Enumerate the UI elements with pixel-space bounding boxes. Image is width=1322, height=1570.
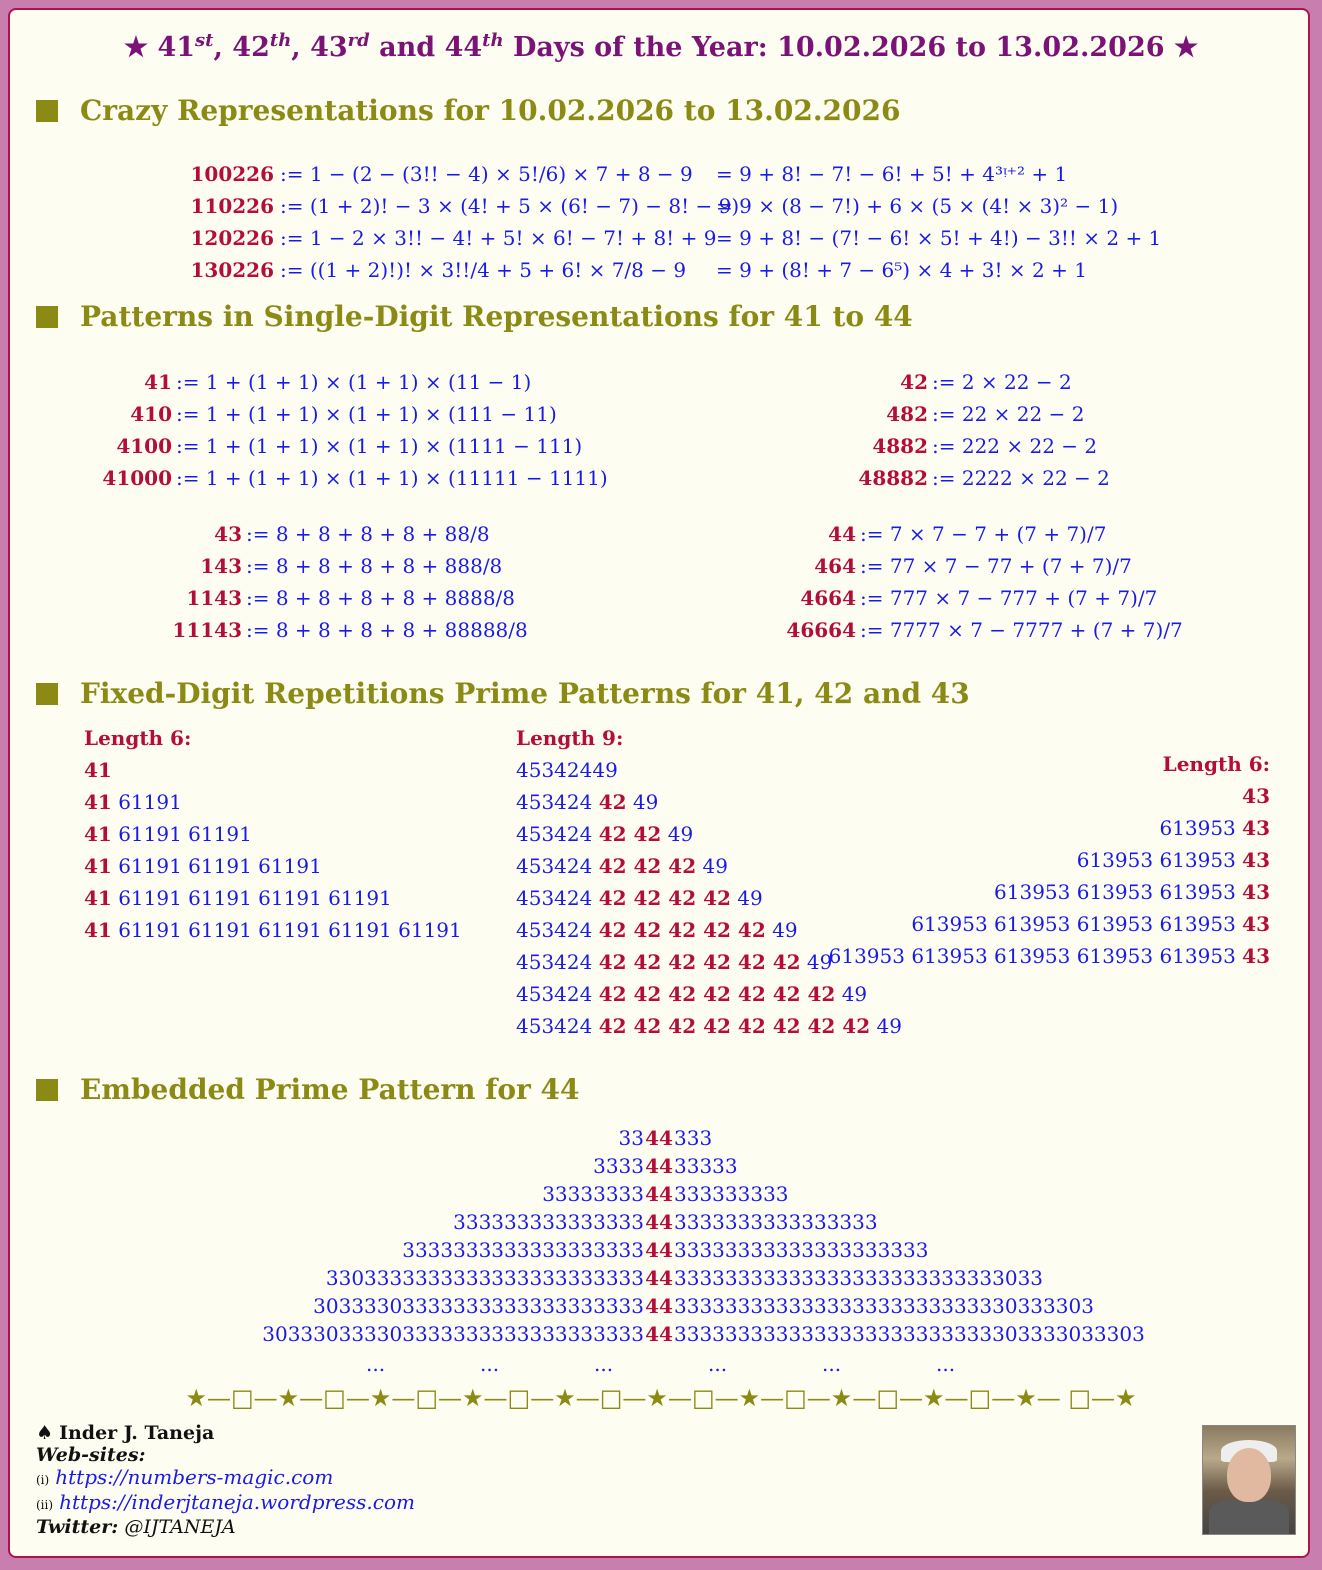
pattern-row — [630, 614, 1230, 646]
pattern-42-block — [710, 366, 1210, 494]
crazy-block — [140, 158, 1162, 286]
fixed-row — [829, 876, 1270, 908]
fixed-blue: 613953 613953 — [1076, 848, 1236, 872]
pattern-number: 46664 — [786, 618, 856, 642]
fixed-blue: 453424 — [516, 1014, 593, 1038]
pattern-expr: := 8 + 8 + 8 + 8 + 88888/8 — [246, 618, 528, 642]
author-photo — [1202, 1425, 1296, 1535]
pattern-number: 143 — [200, 554, 242, 578]
pattern-number: 43 — [214, 522, 242, 546]
pattern-number: 41 — [144, 370, 172, 394]
fixed-row — [516, 978, 902, 1010]
ellipsis: ... — [480, 1352, 500, 1376]
fixed-blue: 49 — [772, 918, 798, 942]
fixed-row — [829, 844, 1270, 876]
embedded-left: 33 — [618, 1126, 644, 1150]
pattern-number: 482 — [886, 402, 928, 426]
pattern-41-block — [10, 366, 630, 494]
embedded-left: 30333303333333333333333333 — [313, 1294, 644, 1318]
title-43-suffix: rd — [347, 30, 370, 51]
pattern-expr: := 2222 × 22 − 2 — [932, 466, 1110, 490]
fixed-red: 42 42 42 42 42 42 42 — [598, 982, 836, 1006]
spade-icon: ♠ — [36, 1422, 54, 1444]
fixed-blue: 61191 — [118, 790, 182, 814]
section-heading-patterns — [36, 300, 913, 333]
embedded-block — [10, 1124, 1312, 1348]
website-1 — [36, 1466, 415, 1491]
fixed-red: 43 — [1242, 912, 1270, 936]
pattern-expr: := 1 + (1 + 1) × (1 + 1) × (1111 − 111) — [176, 434, 583, 458]
embedded-right: 333 — [674, 1126, 713, 1150]
pattern-expr: := 77 × 7 − 77 + (7 + 7)/7 — [860, 554, 1132, 578]
pattern-row — [710, 366, 1210, 398]
crazy-row — [140, 222, 1162, 254]
section-heading-fixed — [36, 677, 970, 710]
crazy-lhs: := 1 − 2 × 3!! − 4! + 5! × 6! − 7! + 8! + 9 — [280, 226, 717, 250]
pattern-expr: := 2 × 22 − 2 — [932, 370, 1072, 394]
pattern-row — [710, 398, 1210, 430]
section-heading-embedded — [36, 1073, 579, 1106]
fixed-blue: 453424 — [516, 854, 593, 878]
photo-shirt — [1209, 1500, 1289, 1535]
website-2 — [36, 1491, 415, 1516]
pattern-expr: := 7 × 7 − 7 + (7 + 7)/7 — [860, 522, 1107, 546]
fixed-row — [829, 780, 1270, 812]
crazy-number: 120226 — [190, 226, 274, 250]
website-index: (i) — [36, 1473, 50, 1487]
pattern-row — [10, 518, 630, 550]
fixed-row — [829, 908, 1270, 940]
pattern-number: 410 — [130, 402, 172, 426]
length-label: Length 6: — [1162, 752, 1270, 776]
fixed-blue: 49 — [702, 854, 728, 878]
pattern-number: 4664 — [800, 586, 856, 610]
twitter-label: Twitter: — [36, 1516, 119, 1538]
pattern-row — [10, 582, 630, 614]
pattern-row — [10, 462, 630, 494]
fixed-blue: 61191 61191 — [118, 822, 252, 846]
fixed-41-block — [84, 722, 462, 946]
square-bullet-icon — [36, 306, 58, 328]
fixed-red: 42 — [598, 790, 627, 814]
fixed-red: 41 — [84, 790, 112, 814]
crazy-row — [140, 254, 1140, 286]
ellipsis: ... — [594, 1352, 614, 1376]
website-index: (ii) — [36, 1498, 54, 1512]
title-44-suffix: th — [482, 30, 504, 51]
pattern-row — [10, 366, 630, 398]
fixed-blue: 61191 61191 61191 61191 — [118, 886, 392, 910]
crazy-rhs: = 9 + (8! + 7 − 6⁵) × 4 + 3! × 2 + 1 — [716, 258, 1087, 282]
pattern-number: 11143 — [172, 618, 242, 642]
section-heading-text: Crazy Representations for 10.02.2026 to 13.02.2026 — [80, 94, 901, 127]
crazy-rhs: = 9 + 8! − 7! − 6! + 5! + 4³ᵎ⁺² + 1 — [716, 162, 1068, 186]
fixed-blue: 45342449 — [516, 758, 618, 782]
fixed-blue: 613953 — [1159, 816, 1236, 840]
fixed-row — [84, 882, 462, 914]
twitter-line — [36, 1516, 415, 1538]
embedded-row — [10, 1208, 1312, 1236]
fixed-blue: 453424 — [516, 950, 593, 974]
fixed-blue: 49 — [632, 790, 659, 814]
websites-label: Web-sites: — [36, 1444, 146, 1466]
fixed-red: 43 — [1242, 816, 1270, 840]
pattern-row — [710, 430, 1210, 462]
crazy-rhs: = 9 × (8 − 7!) + 6 × (5 × (4! × 3)² − 1) — [716, 194, 1119, 218]
crazy-number: 130226 — [190, 258, 274, 282]
embedded-mid: 44 — [645, 1322, 673, 1346]
section-heading-crazy — [36, 94, 901, 127]
pattern-number: 1143 — [186, 586, 242, 610]
fixed-red: 43 — [1242, 848, 1270, 872]
fixed-blue: 61191 61191 61191 — [118, 854, 322, 878]
fixed-red: 41 — [84, 822, 112, 846]
embedded-left: 3333 — [593, 1154, 644, 1178]
embedded-mid: 44 — [645, 1238, 673, 1262]
fixed-red: 41 — [84, 886, 112, 910]
embedded-right: 333333333333333333333333330333303 — [674, 1294, 1094, 1318]
embedded-left: 33333333 — [542, 1182, 644, 1206]
photo-face — [1227, 1448, 1271, 1502]
embedded-left: 333333333333333 — [453, 1210, 644, 1234]
fixed-blue: 49 — [737, 886, 763, 910]
pattern-number: 42 — [900, 370, 928, 394]
pattern-expr: := 22 × 22 − 2 — [932, 402, 1085, 426]
pattern-row — [630, 582, 1230, 614]
pattern-row — [630, 518, 1230, 550]
fixed-row — [84, 850, 462, 882]
fixed-row — [516, 1010, 902, 1042]
embedded-right: 3333333333333333 — [674, 1210, 878, 1234]
fixed-blue: 453424 — [516, 918, 593, 942]
pattern-row — [10, 614, 630, 646]
ellipsis: ... — [708, 1352, 728, 1376]
fixed-red: 41 — [84, 918, 112, 942]
square-bullet-icon — [36, 683, 58, 705]
crazy-lhs: := 1 − (2 − (3!! − 4) × 5!/6) × 7 + 8 − 9 — [280, 162, 693, 186]
embedded-row — [10, 1320, 1312, 1348]
embedded-mid: 44 — [645, 1294, 673, 1318]
fixed-red: 43 — [1242, 784, 1270, 808]
pattern-expr: := 8 + 8 + 8 + 8 + 888/8 — [246, 554, 503, 578]
pattern-43-block — [10, 518, 630, 646]
pattern-expr: := 777 × 7 − 777 + (7 + 7)/7 — [860, 586, 1158, 610]
embedded-mid: 44 — [645, 1126, 673, 1150]
fixed-blue: 613953 613953 613953 — [994, 880, 1236, 904]
embedded-right: 33333333333333333333 — [674, 1238, 929, 1262]
pattern-expr: := 7777 × 7 − 7777 + (7 + 7)/7 — [860, 618, 1183, 642]
fixed-blue: 613953 613953 613953 613953 613953 — [828, 944, 1236, 968]
fixed-red: 41 — [84, 758, 112, 782]
fixed-red: 42 42 42 42 42 42 — [598, 950, 801, 974]
pattern-number: 41000 — [102, 466, 172, 490]
star-divider: ★—□—★—□—★—□—★—□—★—□—★—□—★—□—★—□—★—□—★— □—★ — [185, 1384, 1137, 1412]
pattern-expr: := 1 + (1 + 1) × (1 + 1) × (11111 − 1111) — [176, 466, 608, 490]
crazy-number: 100226 — [190, 162, 274, 186]
embedded-row — [10, 1124, 1312, 1152]
twitter-handle[interactable]: @IJTANEJA — [124, 1516, 236, 1538]
title-42: 42 — [232, 32, 270, 63]
embedded-right: 3333333333333333333333333303333033303 — [674, 1322, 1145, 1346]
pattern-row — [10, 430, 630, 462]
ellipsis-row — [10, 1352, 1312, 1380]
pattern-number: 464 — [814, 554, 856, 578]
title-44: 44 — [444, 32, 483, 63]
footer — [36, 1422, 415, 1538]
fixed-blue: 61191 61191 61191 61191 61191 — [118, 918, 462, 942]
fixed-red: 41 — [84, 854, 112, 878]
fixed-row — [84, 818, 462, 850]
embedded-right: 333333333 — [674, 1182, 789, 1206]
page-title: ★ 41st, 42th, 43rd and 44th Days of the Year: 10.02.2026 to 13.02.2026 ★ — [123, 30, 1199, 63]
fixed-red: 42 42 42 — [598, 854, 697, 878]
title-43: 43 — [310, 32, 348, 63]
embedded-row — [10, 1152, 1312, 1180]
pattern-number: 4882 — [872, 434, 928, 458]
pattern-expr: := 8 + 8 + 8 + 8 + 8888/8 — [246, 586, 516, 610]
crazy-lhs: := ((1 + 2)!)! × 3!!/4 + 5 + 6! × 7/8 − 9 — [280, 258, 687, 282]
fixed-row — [829, 940, 1270, 972]
fixed-blue: 453424 — [516, 982, 593, 1006]
pattern-row — [630, 550, 1230, 582]
section-heading-text: Embedded Prime Pattern for 44 — [80, 1073, 580, 1106]
embedded-right: 33333333333333333333333333033 — [674, 1266, 1044, 1290]
section-heading-text: Patterns in Single-Digit Representations for 41 to 44 — [80, 300, 913, 333]
author-name: Inder J. Taneja — [59, 1422, 215, 1444]
crazy-number: 110226 — [190, 194, 274, 218]
fixed-red: 42 42 42 42 42 42 42 42 — [598, 1014, 871, 1038]
fixed-red: 42 42 — [598, 822, 662, 846]
fixed-red: 42 42 42 42 42 — [598, 918, 766, 942]
pattern-expr: := 8 + 8 + 8 + 8 + 88/8 — [246, 522, 490, 546]
pattern-expr: := 222 × 22 − 2 — [932, 434, 1098, 458]
fixed-row — [829, 812, 1270, 844]
fixed-red: 43 — [1242, 880, 1270, 904]
embedded-left: 3303333333333333333333333 — [325, 1266, 644, 1290]
length-label: Length 9: — [516, 726, 624, 750]
embedded-mid: 44 — [645, 1154, 673, 1178]
pattern-number: 4100 — [116, 434, 172, 458]
embedded-mid: 44 — [645, 1182, 673, 1206]
fixed-blue: 453424 — [516, 790, 593, 814]
fixed-red: 43 — [1242, 944, 1270, 968]
crazy-rhs: = 9 + 8! − (7! − 6! × 5! + 4!) − 3!! × 2 + 1 — [716, 226, 1162, 250]
crazy-lhs: := (1 + 2)! − 3 × (4! + 5 × (6! − 7) − 8! − 9) — [280, 194, 740, 218]
fixed-row — [84, 786, 462, 818]
fixed-43-block — [829, 748, 1270, 972]
embedded-row — [10, 1180, 1312, 1208]
star-icon: ★ — [1173, 32, 1199, 63]
pattern-number: 44 — [828, 522, 856, 546]
section-heading-text: Fixed-Digit Repetitions Prime Patterns for 41, 42 and 43 — [80, 677, 970, 710]
pattern-44-block — [630, 518, 1230, 646]
fixed-row — [84, 754, 462, 786]
pattern-row — [10, 398, 630, 430]
star-icon: ★ — [123, 32, 149, 63]
square-bullet-icon — [36, 100, 58, 122]
fixed-row — [84, 914, 462, 946]
fixed-blue: 49 — [841, 982, 868, 1006]
fixed-blue: 49 — [806, 950, 833, 974]
fixed-blue: 453424 — [516, 822, 593, 846]
crazy-row — [140, 190, 1140, 222]
website-link[interactable]: https://inderjtaneja.wordpress.com — [59, 1490, 415, 1514]
pattern-expr: := 1 + (1 + 1) × (1 + 1) × (11 − 1) — [176, 370, 532, 394]
author-line — [36, 1422, 415, 1444]
pattern-row — [10, 550, 630, 582]
fixed-red: 42 42 42 42 — [598, 886, 731, 910]
page-card — [8, 8, 1310, 1558]
embedded-left: 3333333333333333333 — [402, 1238, 644, 1262]
title-42-suffix: th — [269, 30, 292, 51]
pattern-number: 48882 — [858, 466, 928, 490]
title-rest: Days of the Year: 10.02.2026 to 13.02.2026 — [512, 32, 1165, 63]
fixed-blue: 613953 613953 613953 613953 — [911, 912, 1236, 936]
length-label: Length 6: — [84, 726, 192, 750]
embedded-row — [10, 1236, 1312, 1264]
title-41: 41 — [157, 32, 196, 63]
ellipsis: ... — [936, 1352, 956, 1376]
crazy-row — [140, 158, 1140, 190]
embedded-mid: 44 — [645, 1210, 673, 1234]
ellipsis: ... — [366, 1352, 386, 1376]
website-link[interactable]: https://numbers-magic.com — [55, 1465, 334, 1489]
embedded-row — [10, 1264, 1312, 1292]
ellipsis: ... — [822, 1352, 842, 1376]
fixed-blue: 49 — [876, 1014, 902, 1038]
pattern-expr: := 1 + (1 + 1) × (1 + 1) × (111 − 11) — [176, 402, 557, 426]
embedded-right: 33333 — [674, 1154, 738, 1178]
title-and: and — [379, 32, 436, 63]
fixed-blue: 49 — [667, 822, 694, 846]
embedded-left: 303330333303333333333333333333 — [262, 1322, 644, 1346]
embedded-row — [10, 1292, 1312, 1320]
fixed-blue: 453424 — [516, 886, 593, 910]
pattern-row — [710, 462, 1210, 494]
embedded-mid: 44 — [645, 1266, 673, 1290]
title-41-suffix: st — [195, 30, 214, 51]
square-bullet-icon — [36, 1079, 58, 1101]
